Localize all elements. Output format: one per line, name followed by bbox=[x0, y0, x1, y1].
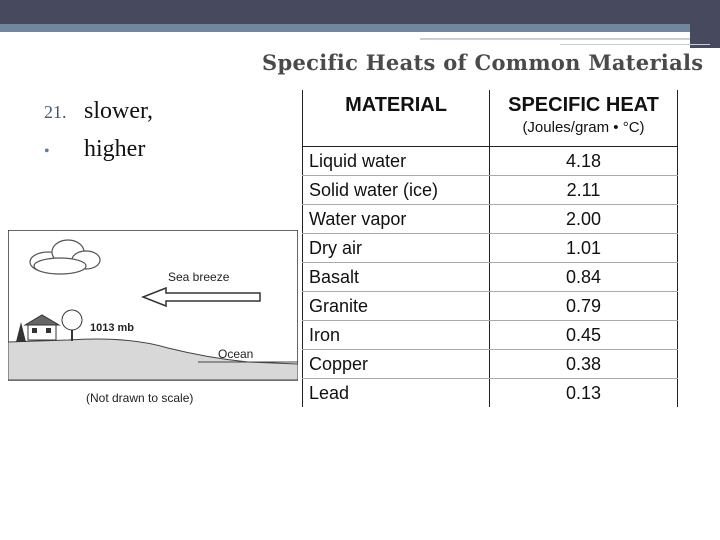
table-row bbox=[303, 292, 678, 321]
column-header-material: MATERIAL bbox=[303, 90, 490, 147]
title-rule-secondary bbox=[560, 44, 710, 45]
material-cell: Granite bbox=[303, 292, 490, 321]
table-row bbox=[303, 234, 678, 263]
material-cell: Liquid water bbox=[303, 147, 490, 176]
slide-top-band bbox=[0, 0, 720, 24]
specific-heat-table-container bbox=[302, 90, 678, 407]
specific-heat-cell: 0.13 bbox=[490, 379, 678, 408]
answer-item bbox=[44, 136, 153, 174]
table-row bbox=[303, 379, 678, 408]
table-row bbox=[303, 147, 678, 176]
slide-title: Specific Heats of Common Materials bbox=[262, 50, 704, 75]
column-header-specific-heat: SPECIFIC HEAT (Joules/gram • °C) bbox=[490, 90, 678, 147]
answer-text: slower, bbox=[84, 98, 154, 124]
specific-heat-cell: 1.01 bbox=[490, 234, 678, 263]
column-units: (Joules/gram • °C) bbox=[522, 119, 645, 136]
sea-breeze-label: Sea breeze bbox=[168, 270, 230, 284]
specific-heat-cell: 0.79 bbox=[490, 292, 678, 321]
specific-heat-table bbox=[302, 90, 678, 407]
table-body bbox=[303, 147, 678, 408]
material-cell: Water vapor bbox=[303, 205, 490, 234]
material-cell: Lead bbox=[303, 379, 490, 408]
title-rule bbox=[420, 38, 690, 40]
material-cell: Basalt bbox=[303, 263, 490, 292]
table-row bbox=[303, 321, 678, 350]
answer-text: higher bbox=[84, 136, 146, 162]
ocean-label: Ocean bbox=[218, 347, 254, 361]
material-cell: Solid water (ice) bbox=[303, 176, 490, 205]
specific-heat-cell: 0.84 bbox=[490, 263, 678, 292]
table-row bbox=[303, 176, 678, 205]
specific-heat-cell: 2.00 bbox=[490, 205, 678, 234]
specific-heat-cell: 2.11 bbox=[490, 176, 678, 205]
material-cell: Copper bbox=[303, 350, 490, 379]
table-row bbox=[303, 350, 678, 379]
slide-accent-band bbox=[0, 24, 720, 32]
material-cell: Iron bbox=[303, 321, 490, 350]
specific-heat-cell: 0.38 bbox=[490, 350, 678, 379]
bullet-dot: • bbox=[44, 143, 50, 160]
answer-number: 21. bbox=[44, 102, 67, 122]
table-header-row bbox=[303, 90, 678, 147]
answer-list bbox=[44, 98, 153, 174]
slide-corner-block bbox=[690, 0, 720, 48]
pressure-label: 1013 mb bbox=[90, 322, 135, 334]
answer-item bbox=[44, 98, 153, 136]
specific-heat-cell: 0.45 bbox=[490, 321, 678, 350]
material-cell: Dry air bbox=[303, 234, 490, 263]
sea-breeze-diagram bbox=[8, 230, 298, 410]
specific-heat-cell: 4.18 bbox=[490, 147, 678, 176]
diagram-caption: (Not drawn to scale) bbox=[86, 391, 194, 405]
table-row bbox=[303, 205, 678, 234]
table-row bbox=[303, 263, 678, 292]
